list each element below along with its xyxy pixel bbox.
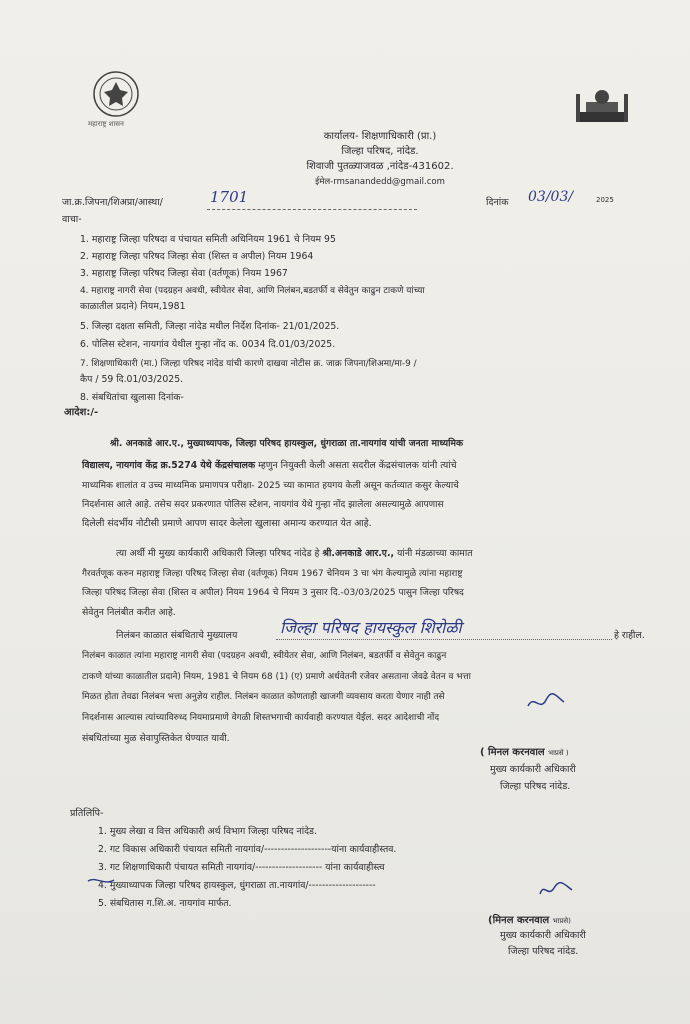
para3-line1-post: हे राहील.: [614, 630, 645, 641]
copy-heading: प्रतिलिपि-: [70, 808, 104, 819]
para1-line3: माध्यमिक शालांत व उच्च माध्यमिक प्रमाणपत्र परीक्षा- 2025 च्या कामात हयगय केली असून कर्तव्यात कसुर केल्याचे: [82, 481, 459, 491]
signature-scribble: [538, 880, 574, 900]
para1-line4: निदर्शनास आले आहे. तसेच सदर प्रकरणात पोलिस स्टेशन, नायगांव येथे गुन्हा नोंद झालेला असल्यामुळे आपणास: [82, 500, 444, 510]
copy-item: 2. गट विकास अधिकारी पंचायत समिती नायगांव/--------------------यांना कार्यवाहीस्तव.: [98, 844, 397, 855]
signatory-name-text: ( मिनल करनवाल: [480, 747, 545, 758]
signatory-designation-2: मुख्य कार्यकारी अधिकारी: [500, 930, 586, 941]
copy-item: 1. मुख्य लेखा व वित्त अधिकारी अर्थ विभाग जिल्हा परिषद नांदेड.: [98, 826, 317, 837]
para3-line1-pre: निलंबन काळात संबधिताचे मुख्यालय: [116, 630, 238, 641]
para2-line1-post: यांनी मंडळाच्या कामात: [394, 548, 473, 559]
para3-line5: निदर्शनास आल्यास त्यांच्याविरुध्द नियमाप्रमाणे वेगळी शिस्तभगाची कार्यवाही करण्यात येईल. सदर आदेशाची नोंद: [82, 713, 440, 723]
para3-line3: टाकणे यांच्या काळातील प्रदाने) नियम, 1981 चे नियम 68 (1) (ए) प्रमाणे अर्धवेतनी रजेवर असताना जेवढे वेतन व भत्ता: [82, 672, 471, 682]
copy-item: 4. मुख्याध्यापक जिल्हा परिषद हायस्कुल, धुंगराळा ता.नायगांव/--------------------: [98, 880, 376, 891]
para2-line2: गैरवर्तणूक करुन महाराष्ट्र जिल्हा परिषद जिल्हा सेवा (वर्तणूक) नियम 1967 चेनियम 3 चा भंग केल्यामुळे त्यांना महाराष्ट्र: [82, 569, 463, 579]
signatory-name-1: [480, 744, 569, 758]
signatory-suffix: भाप्रसे): [552, 917, 571, 925]
para2-line4: सेवेतुन निलंबीत करीत आहे.: [82, 607, 176, 618]
para1-line5: दिलेली संदर्भीय नोटीसी प्रमाणे आपण सादर केलेला खुलासा अमान्य करण्यात येत आहे.: [82, 518, 372, 529]
handwritten-tick-mark: [86, 874, 116, 888]
signatory-office-2: जिल्हा परिषद नांदेड.: [508, 946, 579, 957]
office-line-3: शिवाजी पुतळ्याजवळ ,नांदेड-431602.: [306, 161, 454, 172]
office-line-2: जिल्हा परिषद, नांदेड.: [341, 146, 419, 157]
signature-scribble: [526, 690, 566, 714]
para2-line3: जिल्हा परिषद जिल्हा सेवा (शिस्त व अपील) नियम 1964 चे नियम 3 नुसार दि.-03/03/2025 पासुन जिल्हा परिषद: [82, 588, 464, 598]
copy-item: 3. गट शिक्षणाधिकारी पंचायत समिती नायगांव/-------------------- यांना कार्यवाहीस्त्व: [98, 862, 385, 873]
order-heading: आदेश:/-: [64, 407, 99, 418]
reference-number-label: जा.क्र.जिपना/शिअप्रा/आस्था/: [62, 197, 163, 208]
maharashtra-seal-logo: [92, 70, 140, 118]
para3-line4: मिळत होता तेवढा निलंबन भत्ता अनुज्ञेय राहील. निलंबन काळात कोणताही खाजगी व्यवसाय करता येणार नाही तसे: [82, 692, 445, 702]
office-email: ईमेल-rmsanandedd@gmail.com: [315, 177, 445, 187]
reference-item: 6. पोलिस स्टेशन, नायगांव येथील गुन्हा नोंद क. 0034 दि.01/03/2025.: [80, 339, 336, 350]
para1-line2-bold: विद्यालय, नायगांव केंद्र क्र.5274 येथे केंद्रसंचालक: [82, 460, 256, 471]
para1-line2-rest: म्हणुन नियुक्ती केली असता सदरील केंद्रसंचालक यांनी त्यांचे: [255, 460, 457, 471]
signatory-name-text: (मिनल करनवाल: [488, 915, 550, 926]
reference-item: 4. महाराष्ट्र नागरी सेवा (पदग्रहन अवधी, स्वीयेतर सेवा, आणि निलंबन,बडतर्फी व सेवेतुन काढुन टाकणे यांच्या: [80, 286, 425, 296]
reference-item: 3. महाराष्ट्र जिल्हा परिषद जिल्हा सेवा (वर्तणूक) नियम 1967: [80, 268, 288, 279]
reference-item: कैप / 59 दि.01/03/2025.: [80, 374, 184, 385]
date-label: दिनांक: [486, 197, 509, 208]
para1-line2: [82, 458, 457, 471]
para3-line2: निलंबन काळात त्यांना महाराष्ट्र नागरी सेवा (पदग्रहन अवधी, स्वीयेतर सेवा, आणि निलंबन, बडतर्फी व सेवेतुन काढुन: [82, 651, 447, 661]
signatory-office-1: जिल्हा परिषद नांदेड.: [500, 781, 571, 792]
headquarters-underline: [276, 639, 612, 640]
reference-item: 8. संबधितांचा खुलासा दिनांक-: [80, 392, 184, 403]
para2-line1: [116, 546, 473, 559]
copy-item: 5. संबधितास ग.शि.अ. नायगांव मार्फत.: [98, 898, 232, 909]
reference-item: 2. महाराष्ट्र जिल्हा परिषद जिल्हा सेवा (शिस्त व अपील) नियम 1964: [80, 251, 314, 262]
subject-label: वाचा-: [62, 214, 82, 225]
para1-line1: श्री. अनकाडे आर.ए., मुख्याध्यापक, जिल्हा परिषद हायस्कुल, धुंगराळा ता.नायगांव यांची जनता माध्यमिक: [110, 438, 464, 449]
reference-item: 1. महाराष्ट्र जिल्हा परिषदा व पंचायत समिती अधिनियम 1961 चे नियम 95: [80, 234, 336, 245]
para2-line1-pre: त्या अर्थी मी मुख्य कार्यकारी अधिकारी जिल्हा परिषद नांदेड हे: [116, 548, 323, 559]
government-label: महाराष्ट्र शासन: [88, 120, 124, 128]
para3-line6: संबधितांच्या मुळ सेवापुस्तिकेत घेण्यात यावी.: [82, 733, 230, 744]
reference-item: काळातील प्रदाने) नियम,1981: [80, 301, 186, 312]
headquarters-handwritten: जिल्हा परिषद हायस्कुल शिरोळी: [280, 618, 462, 637]
reference-item: 7. शिक्षणाधिकारी (मा.) जिल्हा परिषद नांदेड यांची कारणे दाखवा नोटीस क्र. जाक्र जिपना/शिअमा/मा-9 /: [80, 359, 417, 369]
zilla-parishad-emblem: [572, 86, 632, 126]
reference-underline: [207, 209, 417, 210]
signatory-suffix: भाप्रसे ): [548, 749, 569, 757]
reference-number-handwritten: 1701: [210, 188, 249, 206]
date-year: 2025: [596, 196, 614, 204]
para2-line1-bold: श्री.अनकाडे आर.ए.,: [322, 548, 395, 559]
office-line-1: कार्यालय- शिक्षणाधिकारी (प्रा.): [323, 131, 437, 142]
date-handwritten: 03/03/: [528, 189, 574, 205]
signatory-name-2: [488, 912, 571, 926]
reference-item: 5. जिल्हा दक्षता समिती, जिल्हा नांदेड मधील निर्देश दिनांक- 21/01/2025.: [80, 321, 340, 332]
signatory-designation-1: मुख्य कार्यकारी अधिकारी: [490, 764, 576, 775]
